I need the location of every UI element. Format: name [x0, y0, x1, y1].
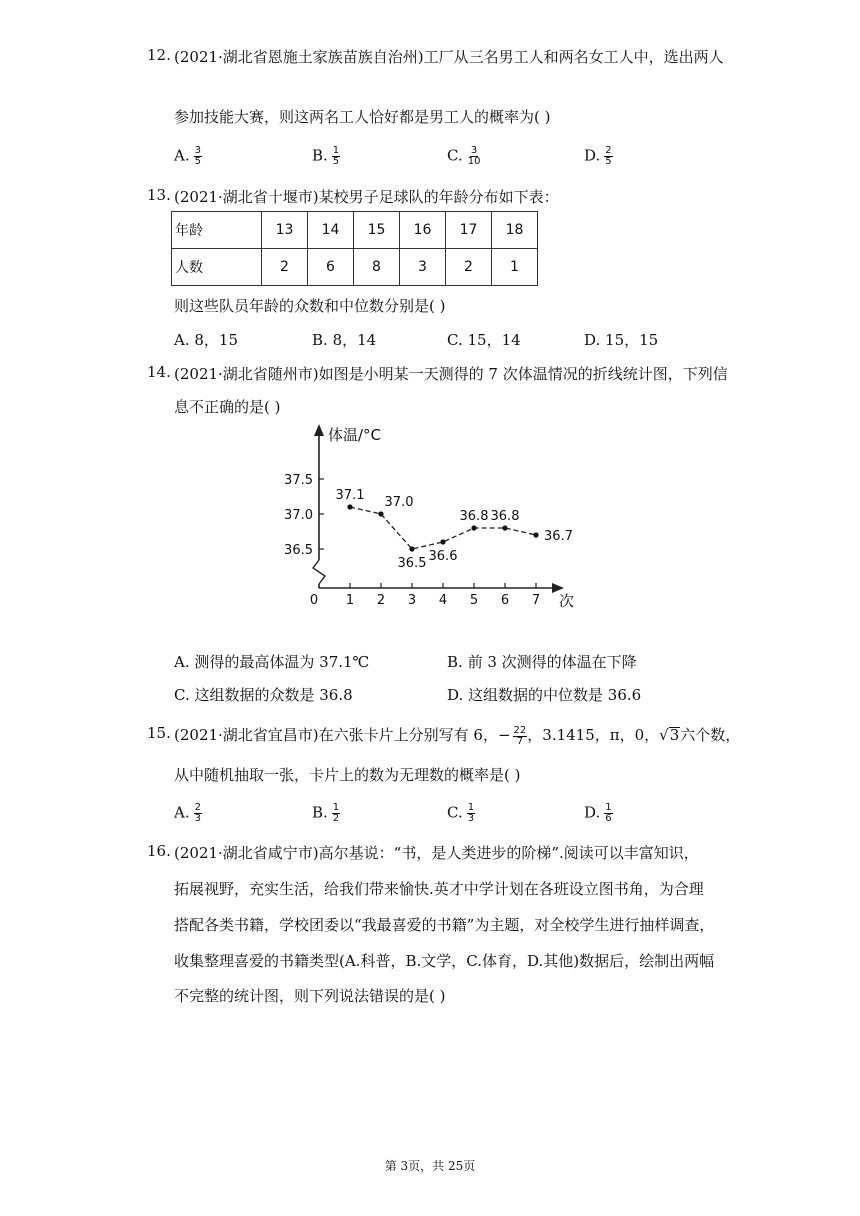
x-tick-label: 1 — [345, 593, 355, 608]
x-tick-label: 2 — [376, 593, 386, 608]
data-point — [378, 511, 383, 516]
question-text-line: 息不正确的是( ) — [174, 398, 281, 416]
answer-options — [174, 651, 694, 711]
question-text-line: 不完整的统计图，则下列说法错误的是( ) — [174, 987, 446, 1005]
data-point — [440, 539, 445, 544]
data-point — [409, 546, 414, 551]
option-b[interactable]: B. $\frac{1}{2}$ — [312, 802, 340, 824]
option-a[interactable]: A. 8，15 — [174, 331, 239, 349]
negative-sign: − — [497, 726, 511, 744]
question-text-line: (2021·湖北省恩施土家族苗族自治州)工厂从三名男工人和两名女工人中，选出两人 — [174, 48, 724, 66]
data-point — [533, 532, 538, 537]
question-number: 13. — [147, 186, 171, 204]
table-header-cell: 人数 — [172, 249, 262, 286]
answer-options — [174, 329, 694, 353]
question-16 — [147, 842, 715, 1012]
table-header-cell: 年龄 — [172, 212, 262, 249]
table-cell: 14 — [308, 212, 354, 249]
question-number: 14. — [147, 363, 171, 381]
fraction: $\frac{1}{5}$ — [332, 145, 340, 167]
question-number: 12. — [147, 46, 171, 64]
x-axis-label: 次 — [559, 592, 575, 610]
option-a[interactable]: A. $\frac{2}{3}$ — [174, 802, 201, 824]
table-cell: 8 — [354, 249, 400, 286]
sqrt-sign: √ — [659, 726, 669, 744]
y-ticks — [284, 473, 324, 558]
table-row — [172, 212, 538, 249]
table-cell: 17 — [446, 212, 492, 249]
question-text-line: 收集整理喜爱的书籍类型(A.科普，B.文学，C.体育，D.其他)数据后，绘制出两幅 — [174, 952, 715, 970]
question-13 — [147, 186, 707, 356]
option-b[interactable]: B. 前 3 次测得的体温在下降 — [447, 653, 637, 671]
answer-options — [174, 803, 694, 827]
fraction: $\frac{22}{7}$ — [513, 724, 527, 747]
option-d[interactable]: D. $\frac{1}{6}$ — [584, 802, 612, 824]
fraction: $\frac{3}{10}$ — [467, 145, 481, 167]
table-cell: 2 — [446, 249, 492, 286]
x-tick-label: 3 — [407, 593, 417, 608]
data-label: 36.6 — [428, 549, 458, 564]
table-cell: 13 — [262, 212, 308, 249]
y-axis-break — [313, 560, 325, 584]
question-15 — [147, 724, 741, 834]
data-label: 36.8 — [459, 509, 489, 524]
table-cell: 6 — [308, 249, 354, 286]
option-c[interactable]: C. $\frac{3}{10}$ — [447, 145, 481, 167]
y-tick-label: 37.5 — [284, 473, 313, 488]
table-cell: 3 — [400, 249, 446, 286]
question-text-line: (2021·湖北省十堰市)某校男子足球队的年龄分布如下表： — [174, 188, 559, 206]
question-text-line: 则这些队员年龄的众数和中位数分别是( ) — [174, 297, 446, 315]
table-row — [172, 249, 538, 286]
option-c[interactable]: C. 这组数据的众数是 36.8 — [174, 686, 353, 704]
question-text-line: 搭配各类书籍，学校团委以“我最喜爱的书籍”为主题，对全校学生进行抽样调查， — [174, 916, 715, 934]
table-cell: 18 — [492, 212, 538, 249]
y-axis-arrow — [314, 424, 324, 436]
temperature-line-chart — [280, 420, 590, 610]
y-axis-label: 体温/°C — [328, 426, 382, 444]
x-ticks — [346, 583, 540, 608]
question-text-line: 从中随机抽取一张，卡片上的数为无理数的概率是( ) — [174, 766, 521, 784]
x-tick-label: 7 — [531, 593, 541, 608]
table-cell: 2 — [262, 249, 308, 286]
data-label: 36.5 — [397, 556, 427, 571]
option-b[interactable]: B. $\frac{1}{5}$ — [312, 145, 340, 167]
question-text-line: (2021·湖北省宜昌市)在六张卡片上分别写有 6，− $\frac{22}{7}$ ，3.1415，π，0，√3六个数， — [174, 724, 741, 747]
temperature-series — [336, 488, 573, 571]
x-tick-label: 5 — [469, 593, 479, 608]
answer-options — [174, 146, 694, 170]
question-text-line: (2021·湖北省咸宁市)高尔基说：“书，是人类进步的阶梯”.阅读可以丰富知识， — [174, 844, 699, 862]
option-d[interactable]: D. 15，15 — [584, 331, 659, 349]
option-d[interactable]: D. $\frac{2}{5}$ — [584, 145, 612, 167]
page-footer: 第 3页，共 25页 — [384, 1159, 476, 1173]
question-text-line: (2021·湖北省随州市)如图是小明某一天测得的 7 次体温情况的折线统计图，下列信 — [174, 365, 728, 383]
data-label: 36.7 — [544, 529, 573, 544]
data-label: 37.1 — [335, 488, 365, 503]
fraction: $\frac{1}{2}$ — [332, 802, 340, 824]
fraction: $\frac{1}{3}$ — [467, 802, 475, 824]
origin-label: 0 — [309, 593, 319, 608]
sqrt-radicand: 3 — [669, 726, 680, 744]
table-cell: 15 — [354, 212, 400, 249]
option-c[interactable]: C. $\frac{1}{3}$ — [447, 802, 475, 824]
question-number: 16. — [147, 842, 171, 860]
age-distribution-table — [171, 211, 538, 286]
fraction: $\frac{2}{5}$ — [605, 145, 612, 167]
data-label: 36.8 — [490, 509, 520, 524]
fraction: $\frac{1}{6}$ — [605, 802, 612, 824]
question-12 — [147, 46, 724, 176]
x-tick-label: 6 — [500, 593, 510, 608]
option-d[interactable]: D. 这组数据的中位数是 36.6 — [447, 686, 642, 704]
option-b[interactable]: B. 8，14 — [312, 331, 377, 349]
y-tick-label: 36.5 — [284, 543, 313, 558]
question-text-line: 拓展视野，充实生活，给我们带来愉快.英才中学计划在各班设立图书角，为合理 — [174, 880, 704, 898]
y-tick-label: 37.0 — [284, 508, 313, 523]
fraction: $\frac{2}{3}$ — [194, 802, 201, 824]
fraction: $\frac{3}{5}$ — [194, 145, 201, 167]
data-point — [347, 504, 352, 509]
question-text-line: 参加技能大赛，则这两名工人恰好都是男工人的概率为( ) — [174, 108, 551, 126]
question-number: 15. — [147, 724, 171, 742]
option-a[interactable]: A. 测得的最高体温为 37.1℃ — [174, 653, 370, 671]
table-cell: 16 — [400, 212, 446, 249]
data-point — [502, 525, 507, 530]
x-tick-label: 4 — [438, 593, 448, 608]
option-c[interactable]: C. 15，14 — [447, 331, 521, 349]
option-a[interactable]: A. $\frac{3}{5}$ — [174, 145, 201, 167]
data-point — [471, 525, 476, 530]
data-label: 37.0 — [384, 495, 414, 510]
table-cell: 1 — [492, 249, 538, 286]
